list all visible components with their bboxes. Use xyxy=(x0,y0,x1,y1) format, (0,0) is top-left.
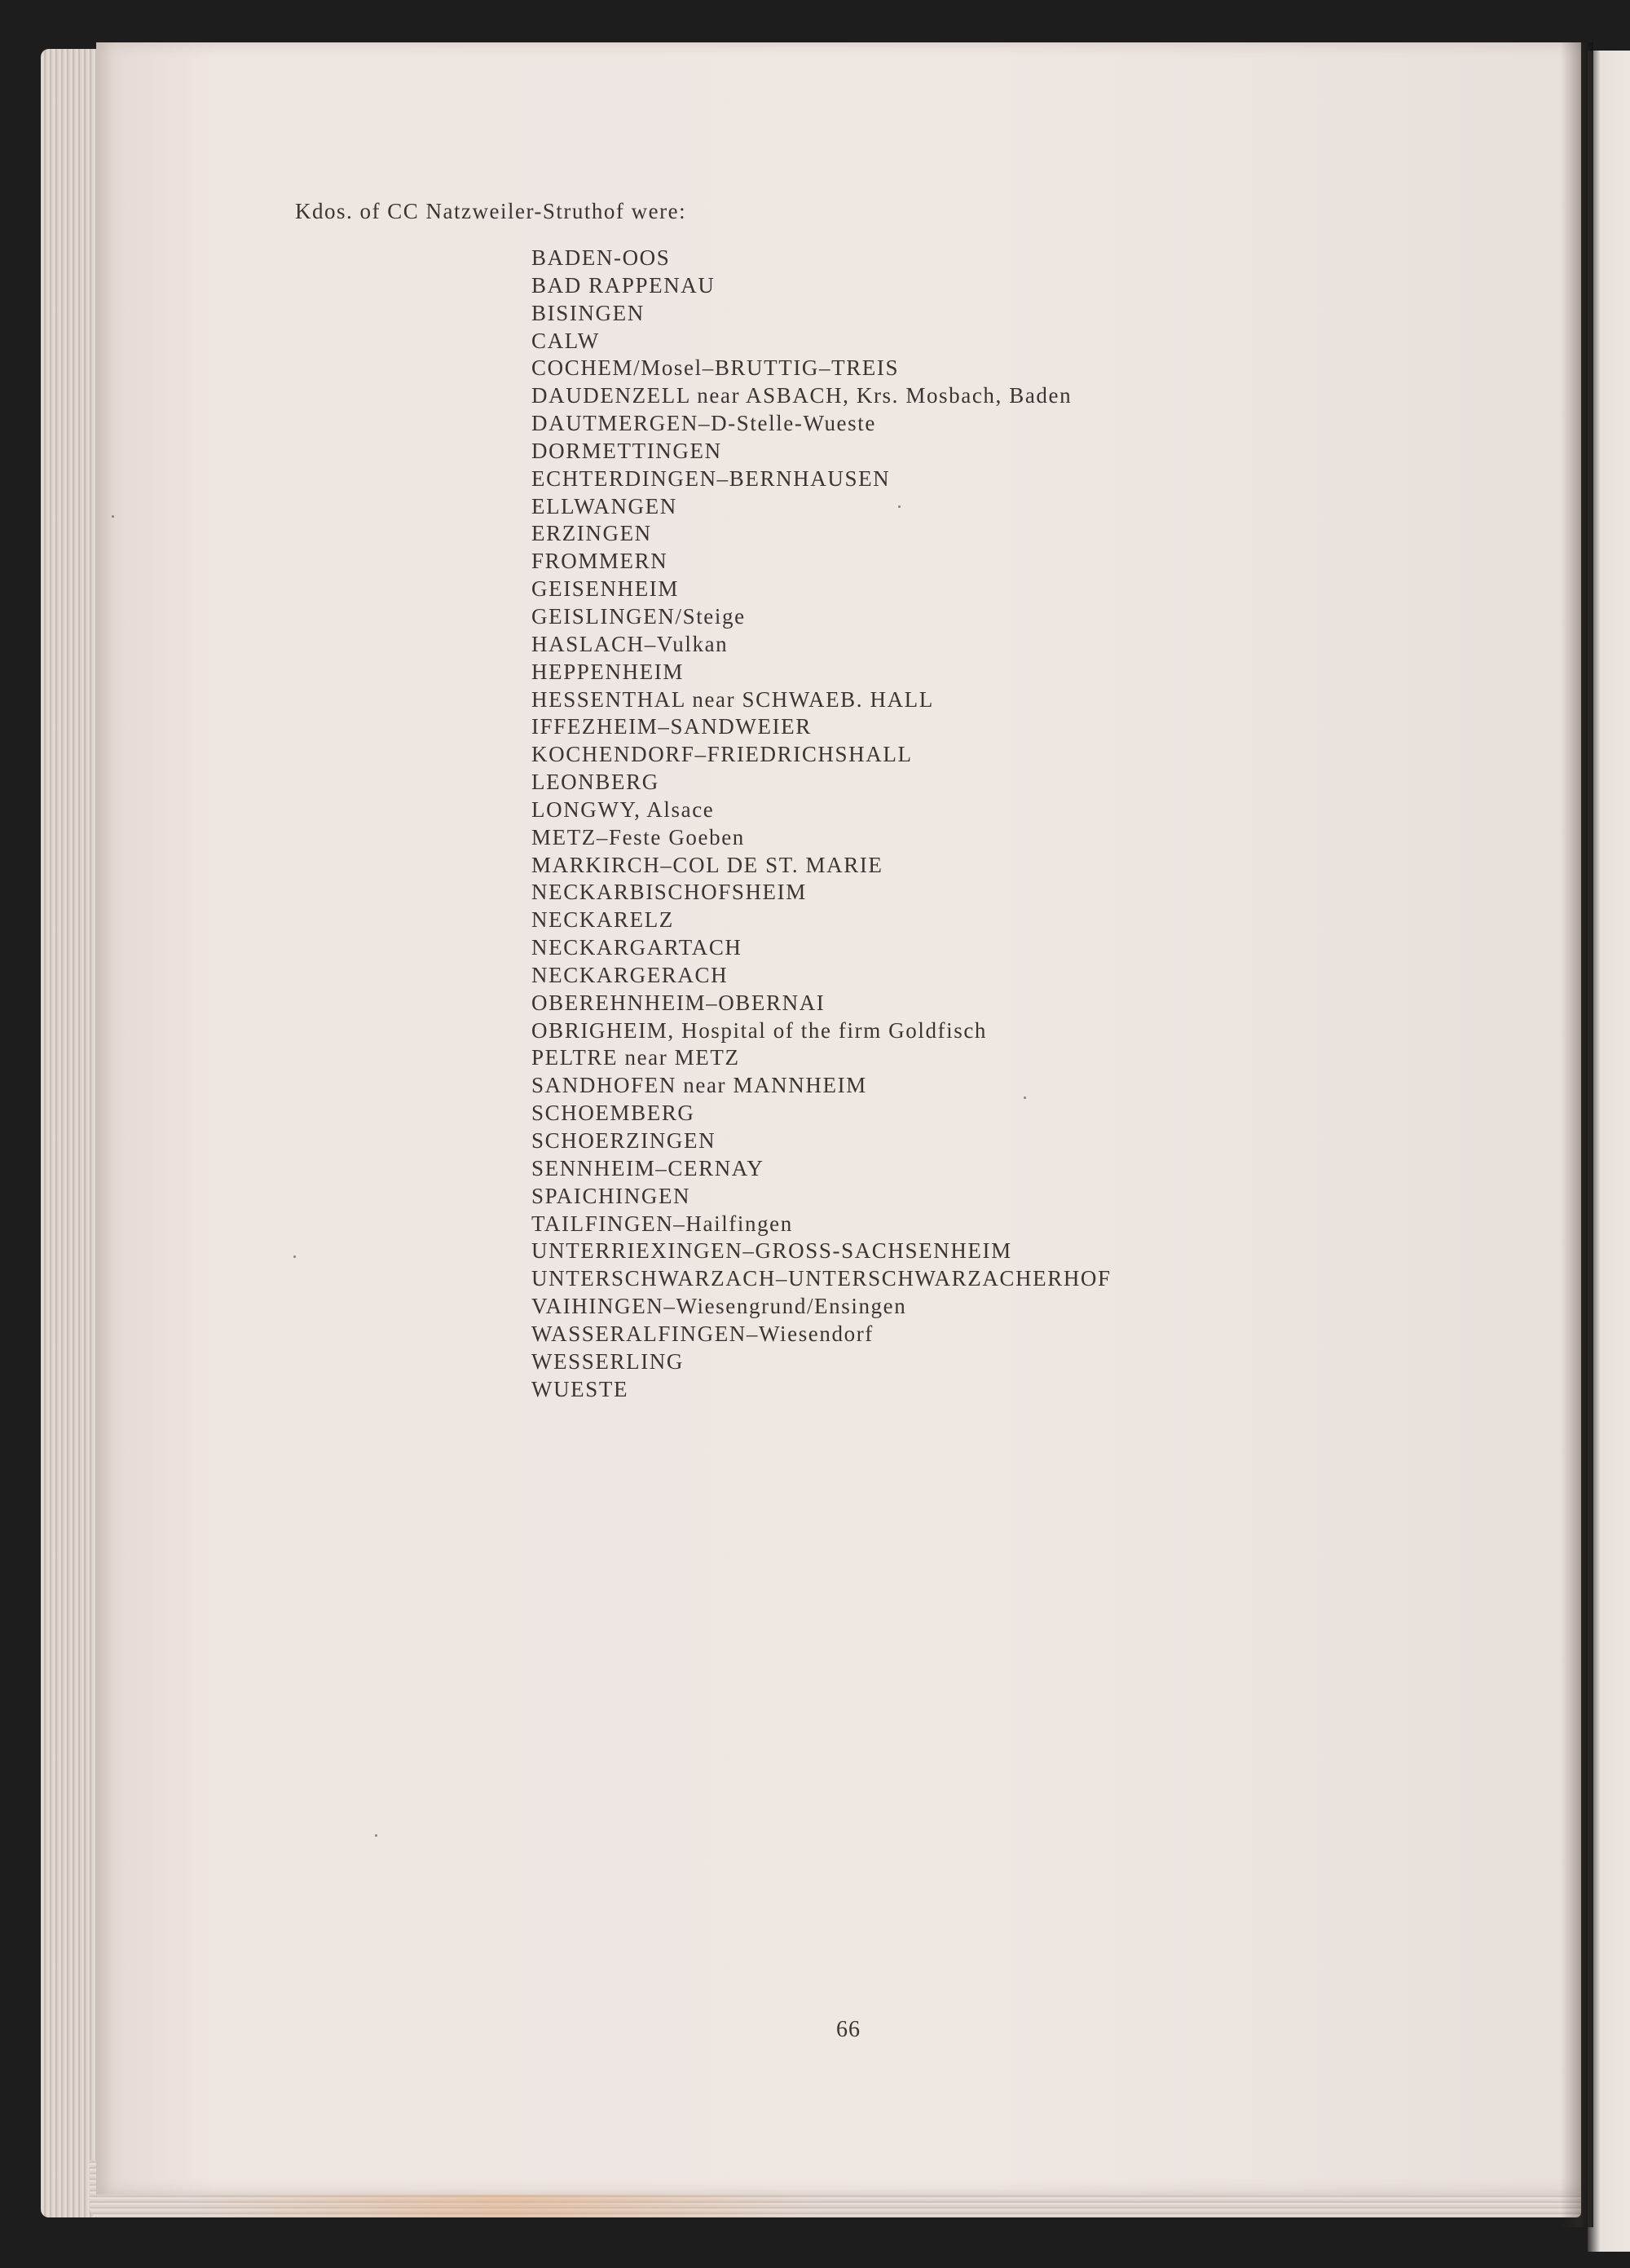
list-item: HASLACH–Vulkan xyxy=(531,631,729,656)
list-item: BISINGEN xyxy=(531,300,645,325)
list-item: BADEN-OOS xyxy=(531,245,671,270)
list-item: TAILFINGEN–Hailfingen xyxy=(531,1211,793,1236)
list-item: LONGWY, Alsace xyxy=(531,796,715,822)
list-item: SCHOEMBERG xyxy=(531,1101,695,1126)
list-item: CALW xyxy=(531,328,600,353)
page-number: 66 xyxy=(836,2017,861,2042)
list-item: DAUDENZELL near ASBACH, Krs. Mosbach, Baden xyxy=(531,383,1073,408)
list-item: LEONBERG xyxy=(531,770,659,795)
list-item: KOCHENDORF–FRIEDRICHSHALL xyxy=(531,742,913,767)
list-item: GEISLINGEN/Steige xyxy=(531,603,746,629)
list-item: ERZINGEN xyxy=(531,521,652,546)
list-item: METZ–Feste Goeben xyxy=(531,824,745,849)
list-item: DAUTMERGEN–D-Stelle-Wueste xyxy=(531,411,876,436)
list-item: NECKARGARTACH xyxy=(531,935,742,960)
list-item: SPAICHINGEN xyxy=(531,1183,691,1208)
list-item: SENNHEIM–CERNAY xyxy=(531,1155,764,1180)
list-item: BAD RAPPENAU xyxy=(531,272,716,298)
list-item: IFFEZHEIM–SANDWEIER xyxy=(531,714,812,739)
list-item: WASSERALFINGEN–Wiesendorf xyxy=(531,1321,874,1346)
paper-speck xyxy=(1024,1096,1026,1099)
list-item: UNTERRIEXINGEN–GROSS-SACHSENHEIM xyxy=(531,1238,1012,1264)
list-item: FROMMERN xyxy=(531,549,668,574)
list-item: NECKARELZ xyxy=(531,907,674,933)
list-item: COCHEM/Mosel–BRUTTIG–TREIS xyxy=(531,355,900,381)
list-item: PELTRE near METZ xyxy=(531,1045,740,1070)
list-item: UNTERSCHWARZACH–UNTERSCHWARZACHERHOF xyxy=(531,1266,1112,1291)
list-item: SCHOERZINGEN xyxy=(531,1128,716,1153)
list-item: WUESTE xyxy=(531,1376,629,1401)
list-item: HESSENTHAL near SCHWAEB. HALL xyxy=(531,686,934,712)
list-item: WESSERLING xyxy=(531,1348,684,1374)
paper-speck xyxy=(898,505,901,508)
list-item: NECKARBISCHOFSHEIM xyxy=(531,880,807,905)
list-item: SANDHOFEN near MANNHEIM xyxy=(531,1073,867,1098)
list-item: DORMETTINGEN xyxy=(531,438,722,463)
list-item: MARKIRCH–COL DE ST. MARIE xyxy=(531,852,883,877)
list-item: OBEREHNHEIM–OBERNAI xyxy=(531,990,826,1015)
list-item: ECHTERDINGEN–BERNHAUSEN xyxy=(531,466,891,491)
list-item: GEISENHEIM xyxy=(531,576,679,602)
paper-speck xyxy=(293,1255,296,1258)
list-item: ELLWANGEN xyxy=(531,493,677,518)
list-item: VAIHINGEN–Wiesengrund/Ensingen xyxy=(531,1294,907,1319)
list-item: OBRIGHEIM, Hospital of the firm Goldfisch xyxy=(531,1017,988,1043)
list-item: HEPPENHEIM xyxy=(531,659,685,684)
kommando-list xyxy=(531,245,1112,1403)
paper-speck xyxy=(112,515,114,518)
list-item: NECKARGERACH xyxy=(531,962,729,987)
intro-line: Kdos. of CC Natzweiler-Struthof were: xyxy=(295,199,687,223)
paper-speck xyxy=(375,1834,377,1837)
